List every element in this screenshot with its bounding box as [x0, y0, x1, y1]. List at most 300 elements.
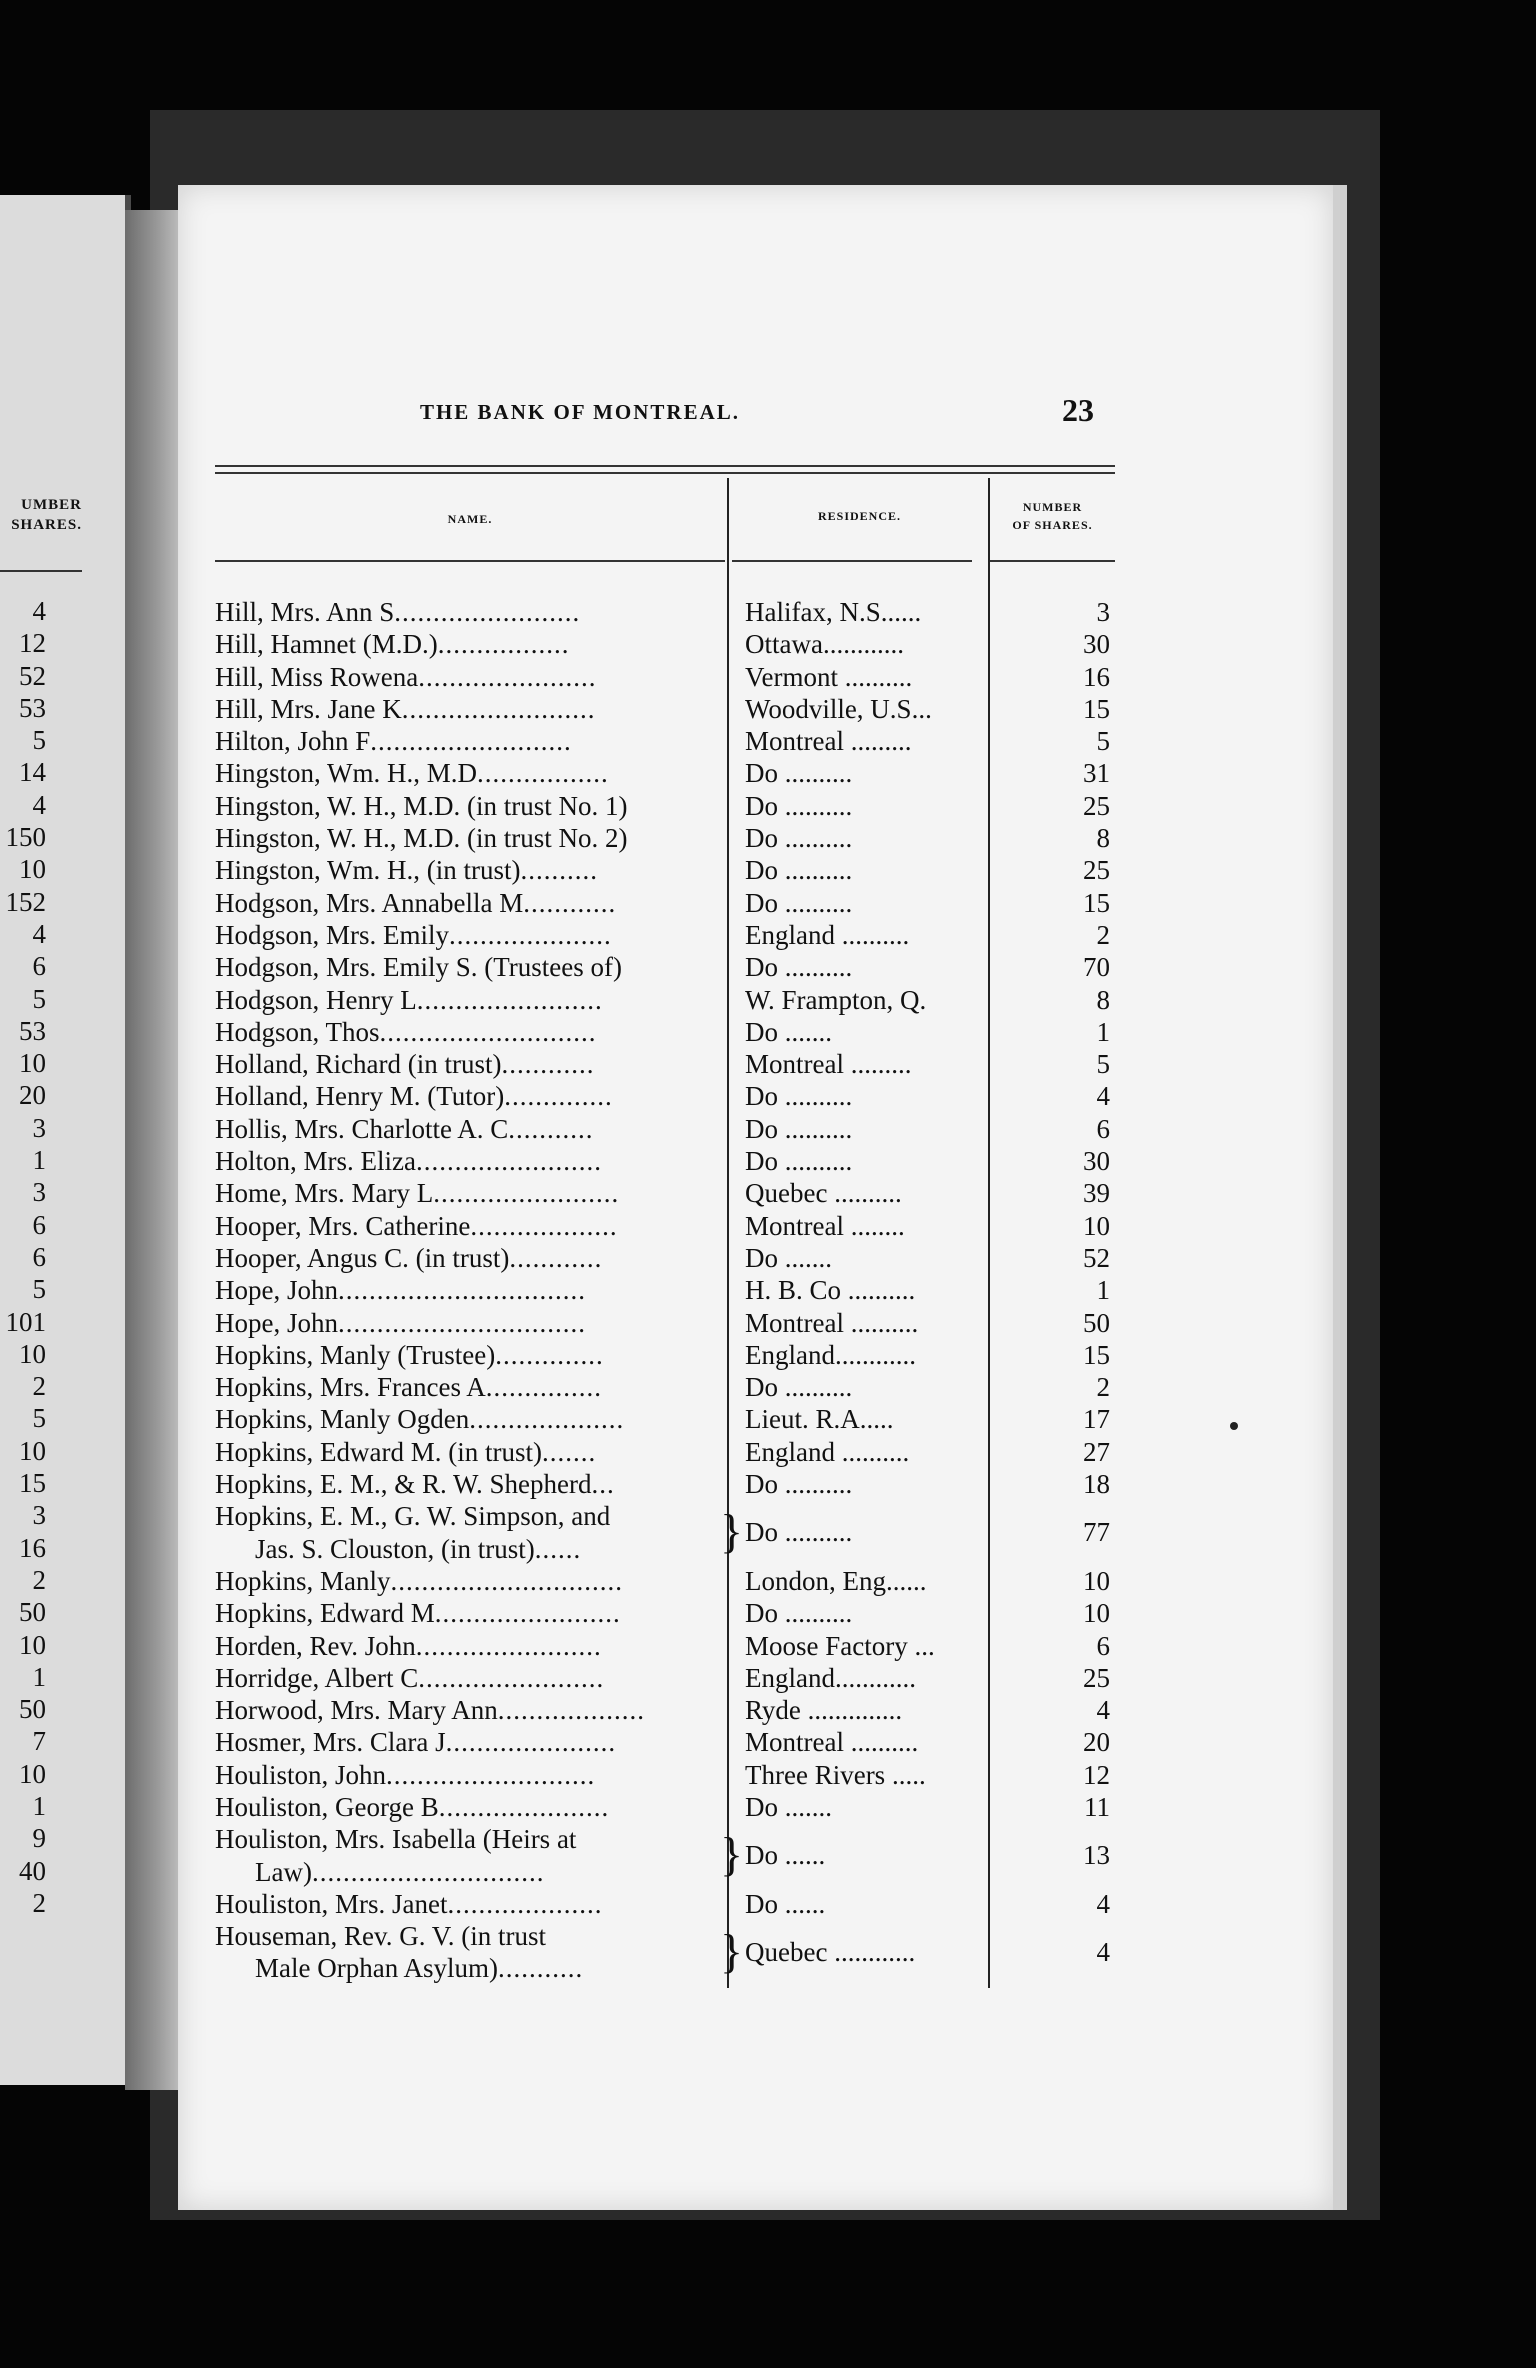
previous-page-share-count: 52 — [19, 660, 46, 691]
shareholder-name-cell — [215, 628, 735, 660]
shareholder-row — [215, 757, 1115, 789]
residence-cell: England .......... — [745, 1436, 910, 1467]
header-underline-residence — [732, 560, 972, 562]
shareholder-name-cell — [215, 725, 735, 757]
shareholder-row — [215, 1307, 1115, 1339]
shareholder-name: Houliston, Mrs. Isabella (Heirs at — [215, 1824, 577, 1855]
shareholder-name: Hopkins, E. M., & R. W. Shepherd — [215, 1469, 592, 1500]
shareholder-row — [215, 596, 1115, 628]
brace-glyph: } — [720, 1505, 744, 1559]
leader-dots: ............... — [485, 1372, 602, 1403]
previous-page-share-count: 6 — [32, 1209, 46, 1240]
shareholder-name-cell — [215, 1210, 735, 1242]
shares-cell: 13 — [1083, 1840, 1110, 1871]
shareholder-name-cell — [215, 1145, 735, 1177]
leader-dots: ........... — [497, 1953, 584, 1984]
shareholder-name-cell — [215, 1468, 735, 1500]
previous-page-share-count: 15 — [19, 1468, 46, 1499]
shareholder-name-cell — [215, 1113, 735, 1145]
shares-cell: 4 — [1096, 1695, 1110, 1726]
shares-cell: 31 — [1083, 758, 1110, 789]
shares-cell: 30 — [1083, 629, 1110, 660]
shareholder-row — [215, 1177, 1115, 1209]
leader-dots: ....................... — [418, 661, 597, 692]
previous-page-share-count: 7 — [32, 1726, 46, 1757]
shareholder-name: Houliston, Mrs. Janet — [215, 1888, 448, 1919]
running-title: THE BANK OF MONTREAL. — [419, 400, 741, 424]
leader-dots: ................. — [477, 758, 609, 789]
shareholder-name-line2: Male Orphan Asylum) — [255, 1953, 498, 1984]
header-rule — [0, 570, 82, 572]
shares-cell: 16 — [1083, 661, 1110, 692]
previous-page-share-count: 3 — [32, 1177, 46, 1208]
residence-cell: Do .......... — [745, 1598, 853, 1629]
shareholder-name: Hill, Hamnet (M.D.) — [215, 629, 438, 660]
previous-page-share-count: 1 — [32, 1145, 46, 1176]
previous-page-share-count: 53 — [19, 692, 46, 723]
header-line: OF SHARES. — [1012, 518, 1093, 532]
shares-cell: 39 — [1083, 1178, 1110, 1209]
shareholder-name-cell — [215, 1307, 735, 1339]
previous-page-share-count: 20 — [19, 1080, 46, 1111]
shareholder-name: Hill, Miss Rowena — [215, 661, 419, 692]
shareholder-row — [215, 1823, 1115, 1888]
shareholder-name: Hopkins, Mrs. Frances A — [215, 1372, 486, 1403]
shareholder-row — [215, 1468, 1115, 1500]
previous-page-share-count: 1 — [32, 1790, 46, 1821]
shareholder-name: Hopkins, Manly — [215, 1565, 391, 1596]
book-gutter — [125, 210, 180, 2090]
shareholder-name-cell — [215, 693, 735, 725]
shareholder-name-cell — [215, 1597, 735, 1629]
residence-cell: Do .......... — [745, 1113, 853, 1144]
shareholder-name-cell — [215, 1791, 735, 1823]
shareholder-name-cell — [215, 790, 735, 822]
shareholder-name-cell — [215, 1403, 735, 1435]
shareholder-row — [215, 1597, 1115, 1629]
top-rule-inner — [215, 472, 1115, 474]
shareholder-name-cell — [215, 1371, 735, 1403]
shareholder-row — [215, 1145, 1115, 1177]
shareholder-row — [215, 628, 1115, 660]
previous-page-share-count: 5 — [32, 1403, 46, 1434]
shareholder-row — [215, 984, 1115, 1016]
shareholder-name-cell — [215, 1016, 735, 1048]
shares-cell: 1 — [1096, 1275, 1110, 1306]
shareholder-name: Hingston, W. H., M.D. (in trust No. 1) — [215, 790, 628, 821]
shares-cell: 30 — [1083, 1146, 1110, 1177]
shareholder-name-cell — [215, 854, 735, 886]
shares-cell: 8 — [1096, 823, 1110, 854]
residence-cell: H. B. Co .......... — [745, 1275, 916, 1306]
shareholder-name-cell — [215, 1694, 735, 1726]
shares-cell: 4 — [1096, 1081, 1110, 1112]
residence-cell: Moose Factory ... — [745, 1630, 935, 1661]
leader-dots: ...................... — [445, 1727, 617, 1758]
shares-cell: 4 — [1096, 1888, 1110, 1919]
leader-dots: .......... — [520, 855, 598, 886]
leader-dots: ........................... — [386, 1759, 596, 1790]
shareholder-name-cell — [215, 951, 735, 983]
residence-cell: Do .......... — [745, 952, 853, 983]
previous-page-share-count: 5 — [32, 1274, 46, 1305]
previous-page-share-count: 4 — [32, 596, 46, 626]
shares-cell: 6 — [1096, 1630, 1110, 1661]
previous-page-edge — [0, 195, 131, 2085]
residence-cell: Quebec .......... — [745, 1178, 902, 1209]
previous-page-share-count: 14 — [19, 757, 46, 788]
previous-page-share-count: 4 — [32, 918, 46, 949]
shareholder-name-cell — [215, 1759, 735, 1791]
shareholder-name-cell — [215, 596, 735, 628]
leader-dots: .................... — [447, 1888, 603, 1919]
shareholder-row — [215, 1113, 1115, 1145]
shares-cell: 4 — [1096, 1937, 1110, 1968]
shareholder-name-cell — [215, 1565, 735, 1597]
leader-dots: .............. — [504, 1081, 613, 1112]
leader-dots: ........................ — [416, 984, 603, 1015]
shareholder-name: Hodgson, Mrs. Emily S. (Trustees of) — [215, 952, 623, 983]
shares-cell: 6 — [1096, 1113, 1110, 1144]
previous-page-shares-header — [0, 495, 82, 535]
shareholder-name-cell — [215, 1726, 735, 1758]
shareholder-name: Hope, John — [215, 1307, 338, 1338]
shareholder-name-cell — [215, 1242, 735, 1274]
shareholder-name: Hodgson, Thos — [215, 1016, 380, 1047]
previous-page-share-count: 10 — [19, 1435, 46, 1466]
shareholder-row — [215, 1016, 1115, 1048]
shareholder-name: Hodgson, Henry L — [215, 984, 417, 1015]
shareholder-row — [215, 919, 1115, 951]
shareholder-row — [215, 887, 1115, 919]
previous-page-share-count: 2 — [32, 1564, 46, 1595]
residence-cell: Do ....... — [745, 1242, 832, 1273]
shareholder-row — [215, 1565, 1115, 1597]
brace-glyph: } — [720, 1828, 744, 1882]
residence-cell: W. Frampton, Q. — [745, 984, 927, 1015]
shareholder-row — [215, 1371, 1115, 1403]
header-underline-name — [215, 560, 725, 562]
shareholder-row — [215, 1759, 1115, 1791]
shareholder-row — [215, 1080, 1115, 1112]
leader-dots: ........................ — [418, 1662, 605, 1693]
shareholder-name-cell — [215, 661, 735, 693]
leader-dots: ................... — [470, 1210, 618, 1241]
previous-page-share-count: 152 — [5, 886, 46, 917]
residence-cell: Halifax, N.S...... — [745, 597, 922, 627]
leader-dots: ............................ — [379, 1016, 597, 1047]
shares-cell: 52 — [1083, 1242, 1110, 1273]
shares-cell: 2 — [1096, 919, 1110, 950]
residence-cell: Do .......... — [745, 1081, 853, 1112]
shareholder-name-cell — [215, 1339, 735, 1371]
shareholder-row — [215, 1888, 1115, 1920]
residence-cell: Do ...... — [745, 1840, 826, 1871]
shareholder-name-cell — [215, 1920, 735, 1985]
shareholder-row — [215, 725, 1115, 757]
shareholder-name: Hingston, W. H., M.D. (in trust No. 2) — [215, 823, 628, 854]
shares-cell: 50 — [1083, 1307, 1110, 1338]
shareholder-name: Horden, Rev. John — [215, 1630, 416, 1661]
shareholder-row — [215, 693, 1115, 725]
shares-cell: 15 — [1083, 693, 1110, 724]
leader-dots: ........................ — [434, 1598, 621, 1629]
shareholder-row — [215, 1242, 1115, 1274]
shares-cell: 20 — [1083, 1727, 1110, 1758]
shareholder-name-cell — [215, 919, 735, 951]
residence-cell: Do .......... — [745, 758, 853, 789]
leader-dots: ........................ — [415, 1146, 602, 1177]
shares-cell: 5 — [1096, 726, 1110, 757]
previous-page-share-count: 3 — [32, 1112, 46, 1143]
shareholder-row — [215, 1436, 1115, 1468]
previous-page-share-count: 10 — [19, 854, 46, 885]
shareholder-name: Houseman, Rev. G. V. (in trust — [215, 1921, 546, 1952]
shareholder-name-cell — [215, 984, 735, 1016]
shares-cell: 12 — [1083, 1759, 1110, 1790]
residence-cell: Do .......... — [745, 1146, 853, 1177]
header-shares — [990, 498, 1115, 534]
leader-dots: ...................... — [438, 1791, 610, 1822]
shareholder-name: Hollis, Mrs. Charlotte A. C — [215, 1113, 509, 1144]
residence-cell: Quebec ............ — [745, 1937, 916, 1968]
shareholder-name: Hopkins, Manly (Trustee) — [215, 1339, 496, 1370]
leader-dots: .................... — [469, 1404, 625, 1435]
residence-cell: England............ — [745, 1662, 916, 1693]
shareholder-row — [215, 822, 1115, 854]
previous-page-share-count: 2 — [32, 1371, 46, 1402]
shareholder-name-continuation — [215, 1533, 735, 1565]
shareholder-name-cell — [215, 1630, 735, 1662]
shareholder-name: Houliston, John — [215, 1759, 387, 1790]
shares-cell: 1 — [1096, 1016, 1110, 1047]
shareholder-name-cell — [215, 1500, 735, 1565]
previous-page-share-count: 2 — [32, 1887, 46, 1918]
residence-cell: Montreal ......... — [745, 726, 912, 757]
shareholder-row — [215, 1048, 1115, 1080]
previous-page-share-count: 40 — [19, 1855, 46, 1886]
leader-dots: ......................... — [401, 693, 596, 724]
header-name: NAME. — [447, 512, 493, 526]
leader-dots: ............ — [509, 1242, 603, 1273]
shareholder-name: Hopkins, Manly Ogden — [215, 1404, 470, 1435]
shareholder-name: Horridge, Albert C — [215, 1662, 419, 1693]
shares-cell: 25 — [1083, 855, 1110, 886]
shareholder-name-cell — [215, 1177, 735, 1209]
residence-cell: Three Rivers ..... — [745, 1759, 926, 1790]
shareholder-name-cell — [215, 757, 735, 789]
shares-cell: 10 — [1083, 1210, 1110, 1241]
shareholder-name-cell — [215, 822, 735, 854]
header-residence: RESIDENCE. — [817, 509, 902, 523]
shareholder-name: Holton, Mrs. Eliza — [215, 1146, 416, 1177]
shareholder-name: Holland, Richard (in trust) — [215, 1049, 502, 1080]
shares-cell: 3 — [1096, 597, 1110, 627]
residence-cell: Do .......... — [745, 1517, 853, 1548]
shareholder-name-line2: Jas. S. Clouston, (in trust) — [255, 1533, 535, 1564]
shareholder-row — [215, 1274, 1115, 1306]
shareholder-name: Hope, John — [215, 1275, 338, 1306]
shares-cell: 25 — [1083, 790, 1110, 821]
leader-dots: ...... — [534, 1533, 582, 1564]
previous-page-share-count: 4 — [32, 789, 46, 820]
shareholder-row — [215, 1662, 1115, 1694]
shares-cell: 10 — [1083, 1598, 1110, 1629]
previous-page-share-count: 3 — [32, 1500, 46, 1531]
shares-cell: 17 — [1083, 1404, 1110, 1435]
shareholder-list — [215, 596, 1115, 1985]
shareholder-name: Hopkins, E. M., G. W. Simpson, and — [215, 1501, 611, 1532]
shareholder-name-cell — [215, 1048, 735, 1080]
residence-cell: Do ....... — [745, 1791, 832, 1822]
shares-cell: 27 — [1083, 1436, 1110, 1467]
page-number: 23 — [1062, 392, 1094, 428]
shareholder-row — [215, 1920, 1115, 1985]
previous-page-share-count: 101 — [5, 1306, 46, 1337]
residence-cell: England............ — [745, 1339, 916, 1370]
shareholder-name: Houliston, George B — [215, 1791, 439, 1822]
shareholder-name-cell — [215, 1823, 735, 1888]
leader-dots: .............. — [495, 1339, 604, 1370]
shareholder-row — [215, 1210, 1115, 1242]
shareholder-name-cell — [215, 887, 735, 919]
shareholder-row — [215, 1791, 1115, 1823]
shareholder-name-cell — [215, 1274, 735, 1306]
leader-dots: ................................ — [338, 1307, 586, 1338]
shareholder-row — [215, 1500, 1115, 1565]
shareholder-name: Hopkins, Edward M — [215, 1598, 435, 1629]
previous-page-share-count: 5 — [32, 725, 46, 756]
shares-cell: 10 — [1083, 1565, 1110, 1596]
shareholder-name: Hodgson, Mrs. Annabella M — [215, 887, 524, 918]
shareholder-name-cell — [215, 1080, 735, 1112]
shareholder-name-continuation — [215, 1952, 735, 1984]
previous-page-share-count: 16 — [19, 1532, 46, 1563]
header-line: SHARES. — [11, 517, 82, 533]
leader-dots: ... — [591, 1469, 615, 1500]
brace-glyph: } — [720, 1925, 744, 1979]
shareholder-row — [215, 790, 1115, 822]
shareholder-name-cell — [215, 1888, 735, 1920]
previous-page-shares-column — [0, 595, 46, 1919]
shareholder-name-cell — [215, 1436, 735, 1468]
residence-cell: England .......... — [745, 919, 910, 950]
residence-cell: Do .......... — [745, 887, 853, 918]
header-underline-shares — [990, 560, 1115, 562]
residence-cell: Woodville, U.S... — [745, 693, 932, 724]
leader-dots: ............ — [523, 887, 617, 918]
previous-page-share-count: 50 — [19, 1694, 46, 1725]
shareholder-name-cell — [215, 1662, 735, 1694]
leader-dots: ....... — [541, 1436, 597, 1467]
leader-dots: .......................... — [370, 726, 572, 757]
shareholder-row — [215, 1726, 1115, 1758]
residence-cell: Do .......... — [745, 1469, 853, 1500]
ink-spot — [1230, 1422, 1238, 1430]
shares-cell: 11 — [1084, 1791, 1110, 1822]
shareholder-row — [215, 1339, 1115, 1371]
previous-page-share-count: 150 — [5, 822, 46, 853]
leader-dots: .............................. — [390, 1565, 623, 1596]
shareholder-row — [215, 661, 1115, 693]
shares-cell: 15 — [1083, 1339, 1110, 1370]
leader-dots: ............ — [501, 1049, 595, 1080]
header-line: NUMBER — [1022, 500, 1083, 514]
previous-page-share-count: 5 — [32, 983, 46, 1014]
shareholder-name-continuation — [215, 1856, 735, 1888]
leader-dots: ........................ — [433, 1178, 620, 1209]
shareholder-name: Hooper, Mrs. Catherine — [215, 1210, 471, 1241]
shareholder-row — [215, 1403, 1115, 1435]
shareholder-name: Hopkins, Edward M. (in trust) — [215, 1436, 542, 1467]
shareholder-name: Hilton, John F — [215, 726, 371, 757]
previous-page-share-count: 12 — [19, 628, 46, 659]
shareholder-row — [215, 1694, 1115, 1726]
shares-cell: 70 — [1083, 952, 1110, 983]
leader-dots: .............................. — [311, 1856, 545, 1887]
residence-cell: Do ...... — [745, 1888, 826, 1919]
residence-cell: Montreal .......... — [745, 1307, 919, 1338]
shareholder-name-line2: Law) — [255, 1856, 312, 1887]
shares-cell: 15 — [1083, 887, 1110, 918]
previous-page-share-count: 9 — [32, 1823, 46, 1854]
residence-cell: Montreal ........ — [745, 1210, 905, 1241]
shareholder-name: Hingston, Wm. H., M.D — [215, 758, 478, 789]
previous-page-share-count: 50 — [19, 1597, 46, 1628]
leader-dots: ................... — [497, 1695, 645, 1726]
leader-dots: ................. — [437, 629, 570, 660]
residence-cell: Vermont .......... — [745, 661, 913, 692]
leader-dots: ........................ — [394, 597, 581, 627]
shares-cell: 5 — [1096, 1049, 1110, 1080]
residence-cell: Do .......... — [745, 823, 853, 854]
previous-page-share-count: 10 — [19, 1048, 46, 1079]
shares-cell: 8 — [1096, 984, 1110, 1015]
leader-dots: ................................ — [338, 1275, 586, 1306]
shareholder-name: Hodgson, Mrs. Emily — [215, 919, 450, 950]
previous-page-share-count: 6 — [32, 1241, 46, 1272]
residence-cell: Montreal .......... — [745, 1727, 919, 1758]
shares-cell: 25 — [1083, 1662, 1110, 1693]
shareholder-name: Hill, Mrs. Ann S — [215, 597, 395, 627]
previous-page-share-count: 10 — [19, 1758, 46, 1789]
shareholder-name: Horwood, Mrs. Mary Ann — [215, 1695, 498, 1726]
shares-cell: 2 — [1096, 1372, 1110, 1403]
residence-cell: Do .......... — [745, 855, 853, 886]
shareholder-name: Hosmer, Mrs. Clara J — [215, 1727, 446, 1758]
residence-cell: Do ....... — [745, 1016, 832, 1047]
shares-cell: 18 — [1083, 1469, 1110, 1500]
residence-cell: Ottawa............ — [745, 629, 904, 660]
leader-dots: ........... — [508, 1113, 594, 1144]
previous-page-share-count: 1 — [32, 1661, 46, 1692]
residence-cell: Montreal ......... — [745, 1049, 912, 1080]
residence-cell: London, Eng...... — [745, 1565, 927, 1596]
previous-page-share-count: 10 — [19, 1629, 46, 1660]
header-line: UMBER — [21, 497, 82, 513]
top-rule — [215, 465, 1115, 467]
shareholder-name: Home, Mrs. Mary L — [215, 1178, 434, 1209]
residence-cell: Do .......... — [745, 1372, 853, 1403]
shares-cell: 77 — [1083, 1517, 1110, 1548]
shareholder-name: Holland, Henry M. (Tutor) — [215, 1081, 505, 1112]
shareholder-name: Hill, Mrs. Jane K — [215, 693, 402, 724]
previous-page-share-count: 53 — [19, 1015, 46, 1046]
residence-cell: Do .......... — [745, 790, 853, 821]
residence-cell: Lieut. R.A..... — [745, 1404, 894, 1435]
shareholder-row — [215, 854, 1115, 886]
shareholder-name: Hooper, Angus C. (in trust) — [215, 1242, 510, 1273]
